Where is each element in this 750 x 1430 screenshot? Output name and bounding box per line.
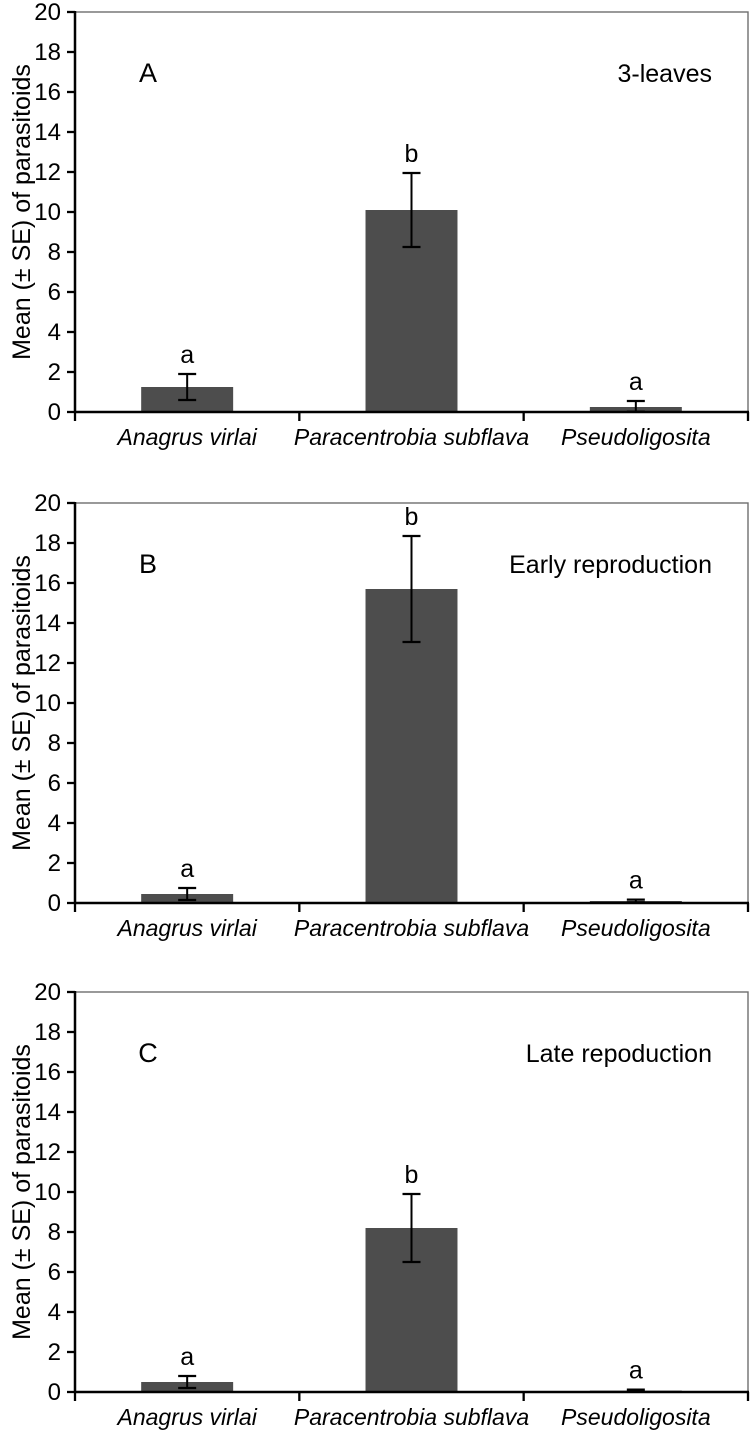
category-label-2: Paracentrobia subflava [293,915,530,941]
y-tick-label-10: 10 [34,690,61,717]
category-label-3: Pseudoligosita [561,424,711,450]
y-tick-label-2: 2 [47,1339,61,1366]
sig-letter-A-2: b [404,140,419,168]
y-tick-label-12: 12 [34,1139,61,1166]
sig-letter-B-1: a [180,855,195,883]
sig-letter-A-1: a [180,341,195,369]
y-tick-label-4: 4 [47,319,61,346]
y-tick-label-2: 2 [47,850,61,877]
y-tick-label-18: 18 [34,1019,61,1046]
sig-letter-B-3: a [628,866,643,895]
sig-letter-C-1: a [180,1343,195,1371]
y-tick-label-10: 10 [34,199,61,226]
y-tick-label-16: 16 [34,79,61,106]
y-tick-label-14: 14 [34,119,61,146]
y-tick-label-0: 0 [47,890,61,917]
y-tick-label-10: 10 [34,1179,61,1206]
y-tick-label-12: 12 [34,650,61,677]
y-tick-label-8: 8 [47,1219,61,1246]
y-axis-title-B: Mean (± SE) of parasitoids [8,555,36,851]
y-tick-label-14: 14 [34,610,61,637]
y-tick-label-6: 6 [47,1259,61,1286]
panel-title-C: Late repoduction [525,1040,712,1068]
y-tick-label-20: 20 [34,979,61,1006]
y-tick-label-0: 0 [47,1379,61,1406]
panel-title-A: 3-leaves [617,60,712,88]
y-tick-label-18: 18 [34,530,61,557]
category-label-3: Pseudoligosita [561,1404,711,1430]
y-tick-label-0: 0 [47,399,61,426]
panel-title-B: Early reproduction [509,551,712,579]
category-label-2: Paracentrobia subflava [293,424,530,450]
panel-letter-A: A [138,58,158,88]
sig-letter-C-3: a [628,1356,643,1385]
y-tick-label-18: 18 [34,39,61,66]
y-tick-label-2: 2 [47,359,61,386]
category-label-1: Anagrus virlai [117,424,257,450]
sig-letter-A-3: a [628,368,643,396]
y-tick-label-6: 6 [47,770,61,797]
y-tick-label-4: 4 [47,1299,61,1326]
y-tick-label-16: 16 [34,1059,61,1086]
category-label-1: Anagrus virlai [117,915,257,941]
sig-letter-C-2: b [404,1161,419,1189]
y-tick-label-20: 20 [34,0,61,26]
y-tick-label-6: 6 [47,279,61,306]
y-tick-label-16: 16 [34,570,61,597]
y-tick-label-14: 14 [34,1099,61,1126]
y-tick-label-8: 8 [47,239,61,266]
y-axis-title-A: Mean (± SE) of parasitoids [8,64,36,360]
panel-letter-B: B [138,549,158,579]
y-tick-label-12: 12 [34,159,61,186]
y-tick-label-4: 4 [47,810,61,837]
sig-letter-B-2: b [404,503,419,531]
y-tick-label-8: 8 [47,730,61,757]
y-tick-label-20: 20 [34,490,61,517]
category-label-1: Anagrus virlai [117,1404,257,1430]
y-axis-title-C: Mean (± SE) of parasitoids [8,1044,36,1340]
panel-letter-C: C [138,1038,158,1068]
category-label-2: Paracentrobia subflava [293,1404,530,1430]
category-label-3: Pseudoligosita [561,915,711,941]
